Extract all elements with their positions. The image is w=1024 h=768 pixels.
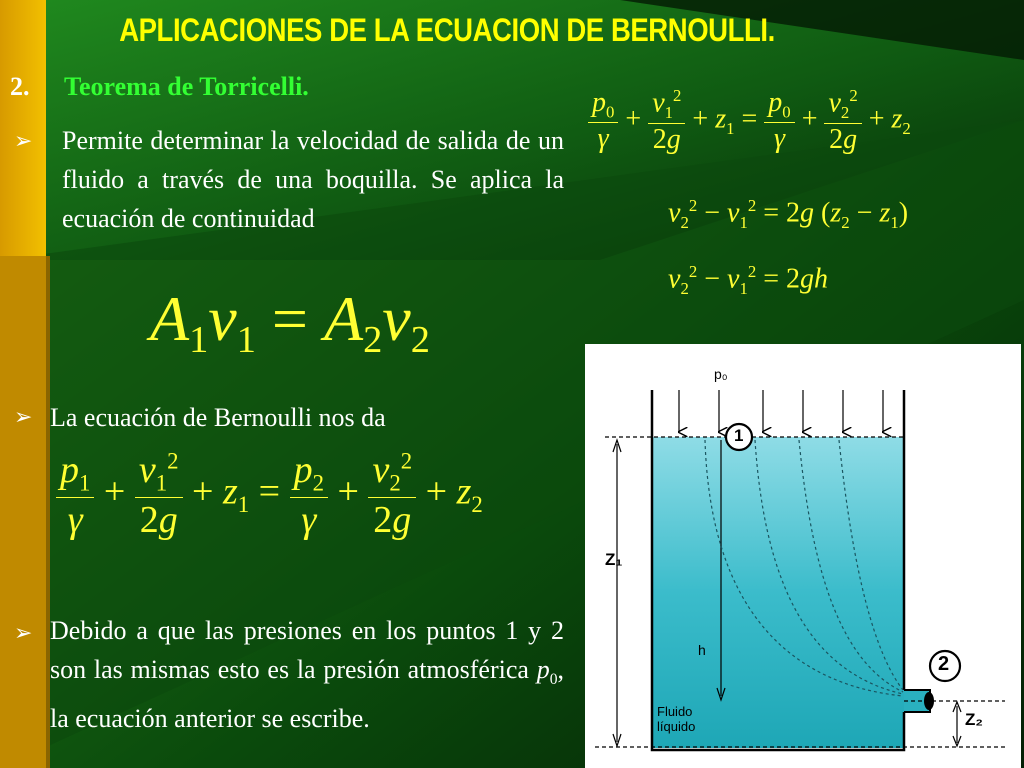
bullet-text-2: La ecuación de Bernoulli nos da — [50, 403, 386, 432]
z1-label: Z₁ — [605, 550, 623, 569]
bullet-arrow-icon: ➢ — [14, 404, 33, 429]
bullet-text-3: Debido a que las presiones en los puntos 1 y 2 son las mismas esto es la presión atmosférica $p_0$, la ecuación anterior se escribe. — [50, 616, 565, 734]
z2-label: Z₂ — [965, 710, 983, 729]
fluid-label: Fluido líquido — [657, 704, 696, 734]
velocity-height-equation: $v_2^2 - v_1^2 = 2gh$ — [668, 262, 829, 298]
velocity-difference-equation: $v_2^2 - v_1^2 = 2g$ $(z_2 - z_1)$ — [668, 196, 909, 232]
p0-label: p₀ — [714, 366, 728, 382]
point-1-label: 1 — [734, 426, 744, 445]
section-title: Teorema de Torricelli. — [64, 72, 309, 101]
fluid-body — [652, 437, 904, 748]
h-label: h — [698, 642, 706, 658]
bernoulli-equation: $\frac{p_1}{\gamma}$ + $\frac{v_1^2}{2g}$ + $z_1$ = $\frac{p_2}{\gamma}$ + $\frac{v_2^2}{2g}$ + $z_2$ — [56, 448, 483, 542]
bullet-text-1: Permite determinar la velocidad de salida de un fluido a través de una boquilla. Se aplica la ecuación de continuidad — [62, 126, 564, 233]
slide-title: APLICACIONES DE LA ECUACION DE BERNOULLI. — [119, 12, 775, 48]
point-2-label: 2 — [938, 653, 950, 675]
torricelli-tank-diagram — [585, 344, 1021, 768]
continuity-equation: A1v1 = A2v2 — [150, 283, 430, 361]
section-number: 2. — [10, 72, 30, 101]
bernoulli-equation-p0: $\frac{p_0}{\gamma}$ + $\frac{v_1^2}{2g}$ + $z_1$ = $\frac{p_0}{\gamma}$ + $\frac{v_2^2}{2g}$ + $z_2$ — [588, 86, 911, 156]
bullet-arrow-icon: ➢ — [14, 128, 33, 153]
bullet-arrow-icon: ➢ — [14, 620, 33, 645]
